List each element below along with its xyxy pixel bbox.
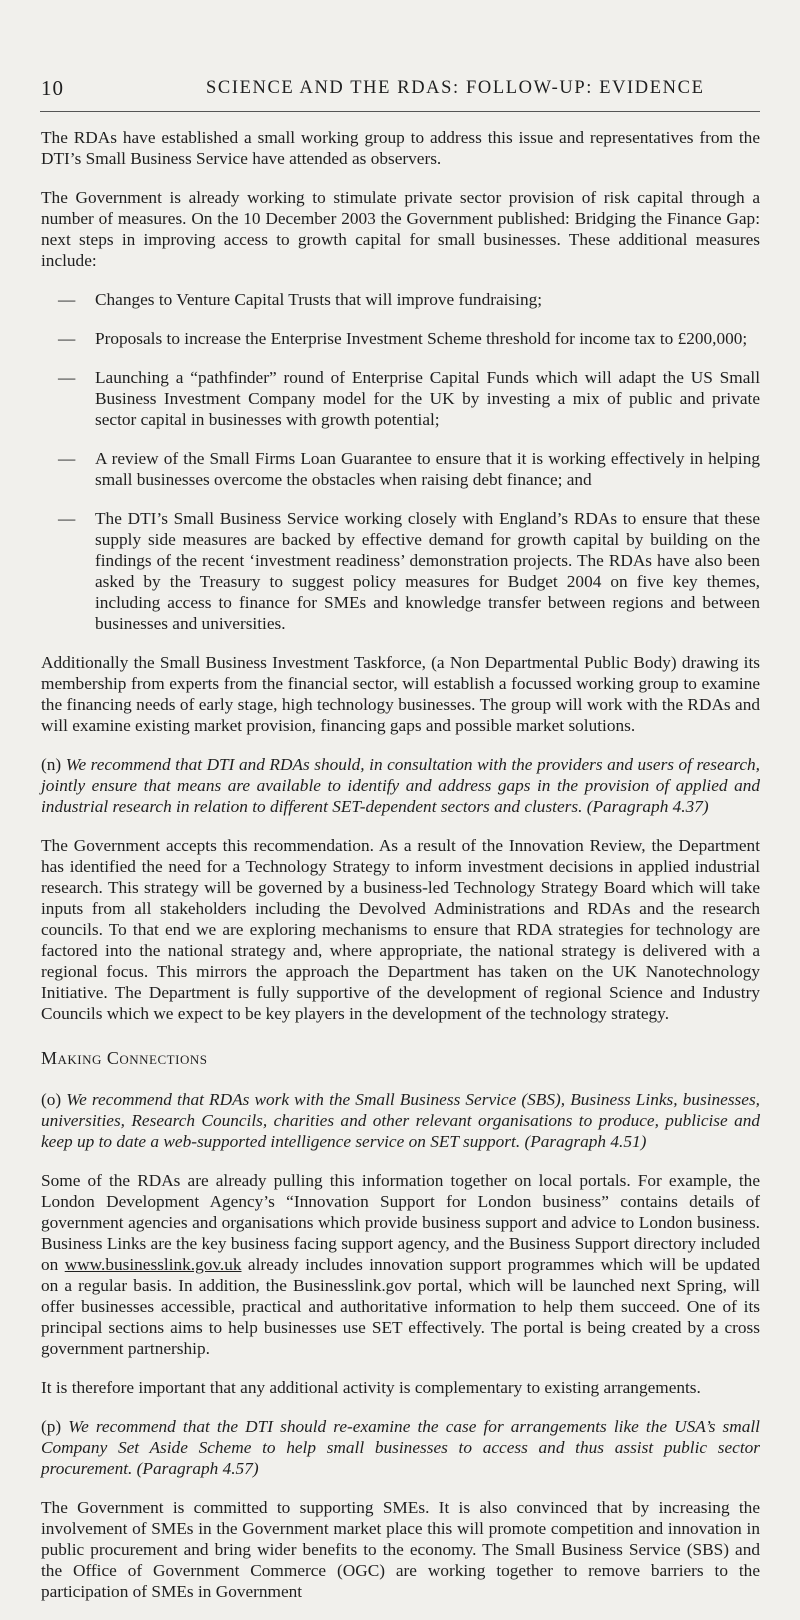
- list-item: [41, 328, 760, 349]
- list-item: [41, 508, 760, 634]
- section-heading: Making Connections: [41, 1048, 208, 1068]
- list-item: [41, 289, 760, 310]
- businesslink-url[interactable]: www.businesslink.gov.uk: [64, 1255, 242, 1274]
- running-header: [41, 0, 760, 100]
- paragraph: Additionally the Small Business Investment Taskforce, (a Non Departmental Public Body) drawing its membership from experts from the financial sector, will establish a focussed working group to examine the financing needs of early stage, high technology businesses. The group will work with the RDAs and will examine existing market provision, financing gaps and possible market solutions.: [41, 653, 760, 735]
- recommendation-o: [41, 1089, 760, 1152]
- header-rule: [40, 111, 760, 112]
- bullet-dash: —: [58, 290, 76, 309]
- recommendation-label: (p): [41, 1417, 62, 1436]
- recommendation-text: We recommend that DTI and RDAs should, in consultation with the providers and users of research, jointly ensure that means are available to identify and address gaps in the provision of applied and industrial research in relation to different SET-dependent sectors and clusters. (Paragraph 4.37): [41, 755, 761, 816]
- recommendation-n: [41, 754, 760, 817]
- list-item-text: Proposals to increase the Enterprise Investment Scheme threshold for income tax to £200,000;: [95, 329, 748, 348]
- paragraph-text: Some of the RDAs are already pulling this information together on local portals. For example, the London Development Agency’s “Innovation Support for London business” contains details of government agencies and organisations which provide business support and advice to London business. Business Links are the key business facing support agency, and the Business Support directory included on: [41, 1171, 760, 1274]
- paragraph: The Government accepts this recommendation. As a result of the Innovation Review, the Department has identified the need for a Technology Strategy to inform investment decisions in applied industrial research. This strategy will be governed by a business-led Technology Strategy Board which will take inputs from all stakeholders including the Devolved Administrations and RDAs and the research councils. To that end we are exploring mechanisms to ensure that RDA strategies for technology are factored into the national strategy and, where appropriate, the national strategy is delivered with a regional focus. This mirrors the approach the Department has taken on the UK Nanotechnology Initiative. The Department is fully supportive of the development of regional Science and Industry Councils which we expect to be key players in the development of the technology strategy.: [41, 836, 760, 1023]
- list-item-text: A review of the Small Firms Loan Guarantee to ensure that it is working effectively in helping small businesses overcome the obstacles when raising debt finance; and: [95, 449, 760, 489]
- list-item: [41, 448, 760, 490]
- recommendation-p: [41, 1416, 760, 1479]
- list-item-text: Changes to Venture Capital Trusts that will improve fundraising;: [95, 290, 543, 309]
- list-item-text: The DTI’s Small Business Service working closely with England’s RDAs to ensure that these supply side measures are backed by effective demand for growth capital by building on the findings of the recent ‘investment readiness’ demonstration projects. The RDAs have also been asked by the Treasury to suggest policy measures for Budget 2004 on five key themes, including access to finance for SMEs and knowledge transfer between regions and between businesses and universities.: [95, 509, 760, 633]
- recommendation-label: (n): [41, 755, 62, 774]
- page-number: 10: [41, 76, 64, 100]
- bullet-dash: —: [58, 449, 76, 468]
- paragraph: It is therefore important that any additional activity is complementary to existing arrangements.: [41, 1378, 701, 1397]
- recommendation-text: We recommend that the DTI should re-examine the case for arrangements like the USA’s small Company Set Aside Scheme to help small businesses to access and thus assist public sector procurement. (Paragraph 4.57): [41, 1417, 760, 1478]
- running-title: SCIENCE AND THE RDAS: FOLLOW-UP: EVIDENCE: [206, 78, 705, 98]
- paragraph: The Government is committed to supporting SMEs. It is also convinced that by increasing the involvement of SMEs in the Government market place this will promote competition and innovation in public procurement and bring wider benefits to the economy. The Small Business Service (SBS) and the Office of Government Commerce (OGC) are working together to remove barriers to the participation of SMEs in Government: [41, 1498, 760, 1601]
- paragraph: The Government is already working to stimulate private sector provision of risk capital through a number of measures. On the 10 December 2003 the Government published: Bridging the Finance Gap: next steps in improving access to growth capital for small businesses. These additional measures include:: [41, 188, 760, 270]
- bullet-dash: —: [58, 509, 76, 528]
- paragraph: The RDAs have established a small working group to address this issue and representatives from the DTI’s Small Business Service have attended as observers.: [41, 128, 760, 168]
- bullet-dash: —: [58, 329, 76, 348]
- paragraph: [41, 1170, 760, 1359]
- recommendation-label: (o): [41, 1090, 62, 1109]
- list-item: [41, 367, 760, 430]
- list-item-text: Launching a “pathfinder” round of Enterprise Capital Funds which will adapt the US Small Business Investment Company model for the UK by investing a mix of public and private sector capital in businesses with growth potential;: [95, 368, 760, 429]
- document-body: [41, 127, 760, 1620]
- bullet-dash: —: [58, 368, 76, 387]
- paragraph-text: already includes innovation support programmes which will be updated on a regular basis. In addition, the Businesslink.gov portal, which will be launched next Spring, will offer businesses accessible, practical and authoritative information to help them succeed. One of its principal sections aims to help businesses use SET effectively. The portal is being created by a cross government partnership.: [41, 1255, 760, 1358]
- recommendation-text: We recommend that RDAs work with the Small Business Service (SBS), Business Links, businesses, universities, Research Councils, charities and other relevant organisations to produce, publicise and keep up to date a web-supported intelligence service on SET support. (Paragraph 4.51): [41, 1090, 760, 1151]
